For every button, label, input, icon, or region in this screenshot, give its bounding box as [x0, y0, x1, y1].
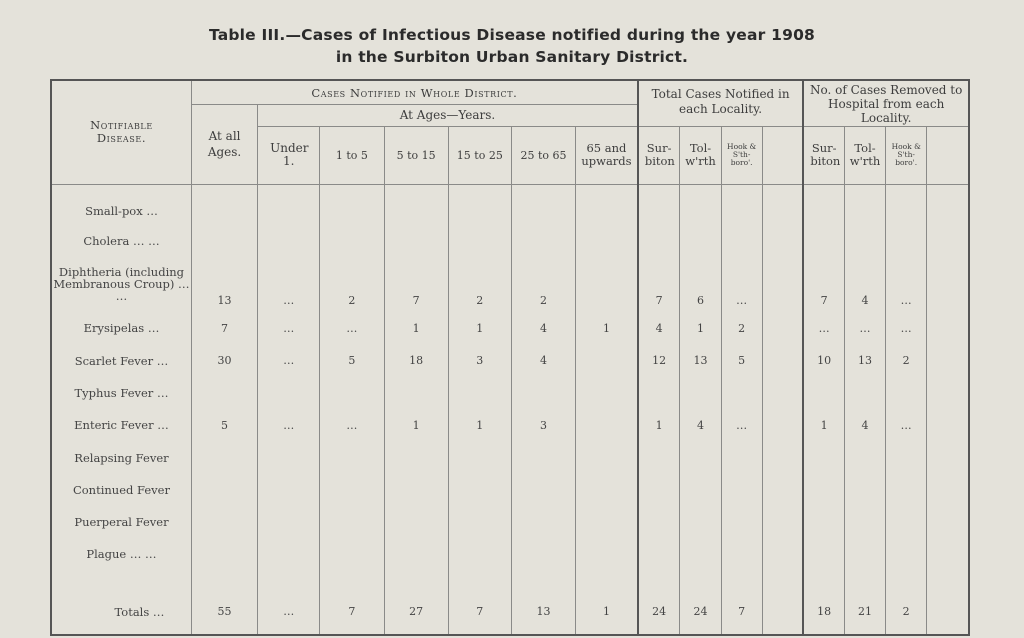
- value-cell: 4: [638, 312, 680, 344]
- value-cell: [258, 442, 320, 474]
- table-row: [51, 196, 969, 226]
- table-row: [51, 408, 969, 442]
- header-total-tolworth: Tol-w'rth: [680, 126, 721, 184]
- totals-value-cell: 18: [803, 589, 844, 635]
- value-cell: [576, 538, 638, 569]
- value-cell: [680, 474, 721, 506]
- header-age-15-to-25: 15 to 25: [448, 126, 511, 184]
- value-cell: [638, 377, 680, 408]
- totals-value-cell: 24: [680, 589, 721, 635]
- value-cell: [803, 442, 844, 474]
- value-cell: …: [320, 312, 384, 344]
- value-cell: [511, 442, 575, 474]
- value-cell: [191, 506, 257, 538]
- value-cell: 12: [638, 344, 680, 377]
- value-cell: [576, 344, 638, 377]
- value-cell: [680, 377, 721, 408]
- value-cell: [511, 538, 575, 569]
- value-cell: [721, 474, 762, 506]
- value-cell: 13: [191, 256, 257, 312]
- value-cell: …: [803, 312, 844, 344]
- value-cell: [721, 377, 762, 408]
- header-notifiable-disease: Notifiable Disease.: [51, 80, 191, 184]
- value-cell: 4: [844, 408, 885, 442]
- disease-name-cell: Puerperal Fever: [51, 506, 191, 538]
- value-cell: [762, 538, 803, 569]
- header-total-surbiton: Sur-biton: [638, 126, 680, 184]
- value-cell: [927, 408, 969, 442]
- spacer-cell: [258, 569, 320, 589]
- value-cell: 4: [511, 312, 575, 344]
- value-cell: [762, 377, 803, 408]
- value-cell: 4: [511, 344, 575, 377]
- header-at-all-ages: At all Ages.: [191, 104, 257, 184]
- header-age-1-to-5: 1 to 5: [320, 126, 384, 184]
- table-row: [51, 506, 969, 538]
- value-cell: …: [721, 408, 762, 442]
- value-cell: [258, 506, 320, 538]
- value-cell: 13: [680, 344, 721, 377]
- disease-name-cell: Continued Fever: [51, 474, 191, 506]
- value-cell: [680, 442, 721, 474]
- spacer-cell: [886, 569, 927, 589]
- header-age-65-upwards: 65 and upwards: [576, 126, 638, 184]
- value-cell: 1: [638, 408, 680, 442]
- value-cell: [844, 442, 885, 474]
- value-cell: 13: [844, 344, 885, 377]
- value-cell: …: [258, 408, 320, 442]
- spacer-cell: [191, 569, 257, 589]
- value-cell: [638, 538, 680, 569]
- totals-value-cell: 27: [384, 589, 448, 635]
- value-cell: 2: [886, 344, 927, 377]
- value-cell: [384, 377, 448, 408]
- value-cell: [762, 474, 803, 506]
- value-cell: [803, 474, 844, 506]
- table-row: [51, 226, 969, 256]
- value-cell: [927, 506, 969, 538]
- disease-name-cell: Typhus Fever …: [51, 377, 191, 408]
- value-cell: [886, 226, 927, 256]
- value-cell: 1: [384, 408, 448, 442]
- totals-value-cell: 1: [576, 589, 638, 635]
- value-cell: [191, 442, 257, 474]
- totals-value-cell: …: [258, 589, 320, 635]
- header-removed-hook: Hook & S'th-boro'.: [886, 126, 927, 184]
- header-removed-surbiton: Sur-biton: [803, 126, 844, 184]
- value-cell: [927, 344, 969, 377]
- header-at-ages-years: At Ages—Years.: [258, 104, 638, 126]
- value-cell: 5: [191, 408, 257, 442]
- spacer-cell: [576, 569, 638, 589]
- table-row: [51, 344, 969, 377]
- totals-value-cell: 55: [191, 589, 257, 635]
- value-cell: [762, 312, 803, 344]
- value-cell: 7: [384, 256, 448, 312]
- value-cell: [576, 506, 638, 538]
- value-cell: [927, 442, 969, 474]
- value-cell: [803, 226, 844, 256]
- value-cell: [886, 506, 927, 538]
- table-body: [51, 184, 969, 635]
- value-cell: [680, 196, 721, 226]
- header-age-25-to-65: 25 to 65: [511, 126, 575, 184]
- value-cell: [320, 506, 384, 538]
- table-row: [51, 538, 969, 569]
- value-cell: [762, 256, 803, 312]
- value-cell: [258, 226, 320, 256]
- disease-name-cell: Erysipelas …: [51, 312, 191, 344]
- value-cell: 18: [384, 344, 448, 377]
- value-cell: [576, 408, 638, 442]
- value-cell: [680, 226, 721, 256]
- value-cell: 2: [721, 312, 762, 344]
- value-cell: [638, 474, 680, 506]
- value-cell: …: [886, 312, 927, 344]
- value-cell: …: [258, 256, 320, 312]
- table-row: [51, 312, 969, 344]
- spacer-row: [51, 569, 969, 589]
- value-cell: [638, 506, 680, 538]
- value-cell: 4: [844, 256, 885, 312]
- value-cell: [844, 196, 885, 226]
- value-cell: [320, 226, 384, 256]
- header-age-5-to-15: 5 to 15: [384, 126, 448, 184]
- value-cell: [384, 226, 448, 256]
- header-total-blank: [762, 126, 803, 184]
- totals-value-cell: 7: [721, 589, 762, 635]
- value-cell: [191, 226, 257, 256]
- value-cell: [803, 377, 844, 408]
- title-line-2: in the Surbiton Urban Sanitary District.: [335, 48, 689, 66]
- disease-name-cell: Plague … …: [51, 538, 191, 569]
- value-cell: 4: [680, 408, 721, 442]
- disease-name-cell: Scarlet Fever …: [51, 344, 191, 377]
- title-line-1: Table III.—Cases of Infectious Disease notified during the year 1908: [208, 26, 816, 44]
- disease-name-cell: Diphtheria (including Membranous Croup) … …: [51, 256, 191, 312]
- value-cell: 2: [511, 256, 575, 312]
- value-cell: [721, 226, 762, 256]
- value-cell: [721, 442, 762, 474]
- value-cell: [191, 474, 257, 506]
- spacer-cell: [51, 184, 191, 196]
- table-title: [0, 24, 1024, 68]
- value-cell: …: [844, 312, 885, 344]
- value-cell: [191, 196, 257, 226]
- value-cell: [576, 196, 638, 226]
- value-cell: 2: [320, 256, 384, 312]
- spacer-cell: [511, 569, 575, 589]
- totals-value-cell: [927, 589, 969, 635]
- disease-name-cell: Enteric Fever …: [51, 408, 191, 442]
- value-cell: [511, 506, 575, 538]
- value-cell: [803, 506, 844, 538]
- spacer-cell: [680, 569, 721, 589]
- spacer-cell: [638, 569, 680, 589]
- spacer-cell: [803, 569, 844, 589]
- value-cell: 7: [803, 256, 844, 312]
- value-cell: 1: [384, 312, 448, 344]
- value-cell: 1: [448, 312, 511, 344]
- totals-value-cell: 7: [320, 589, 384, 635]
- value-cell: [576, 474, 638, 506]
- value-cell: [927, 226, 969, 256]
- value-cell: [638, 196, 680, 226]
- value-cell: 1: [448, 408, 511, 442]
- value-cell: [258, 538, 320, 569]
- value-cell: [511, 196, 575, 226]
- spacer-cell: [384, 569, 448, 589]
- value-cell: [844, 538, 885, 569]
- value-cell: 1: [803, 408, 844, 442]
- value-cell: 10: [803, 344, 844, 377]
- value-cell: [762, 196, 803, 226]
- value-cell: …: [721, 256, 762, 312]
- value-cell: [762, 442, 803, 474]
- value-cell: …: [886, 256, 927, 312]
- spacer-cell: [320, 569, 384, 589]
- value-cell: [448, 442, 511, 474]
- totals-value-cell: [762, 589, 803, 635]
- value-cell: [886, 377, 927, 408]
- value-cell: [638, 442, 680, 474]
- value-cell: [886, 538, 927, 569]
- value-cell: 2: [448, 256, 511, 312]
- totals-value-cell: 13: [511, 589, 575, 635]
- header-age-under-1: Under 1.: [258, 126, 320, 184]
- value-cell: …: [258, 312, 320, 344]
- table-row: [51, 256, 969, 312]
- value-cell: [844, 377, 885, 408]
- value-cell: 30: [191, 344, 257, 377]
- value-cell: [680, 538, 721, 569]
- value-cell: [844, 474, 885, 506]
- infectious-disease-table: [50, 79, 970, 636]
- value-cell: 3: [448, 344, 511, 377]
- value-cell: 3: [511, 408, 575, 442]
- value-cell: [191, 538, 257, 569]
- value-cell: [320, 474, 384, 506]
- value-cell: [320, 377, 384, 408]
- totals-label: Totals …: [51, 589, 191, 635]
- disease-name-cell: Cholera … …: [51, 226, 191, 256]
- value-cell: [886, 474, 927, 506]
- value-cell: [384, 506, 448, 538]
- value-cell: [638, 226, 680, 256]
- value-cell: …: [886, 408, 927, 442]
- value-cell: [844, 226, 885, 256]
- spacer-cell: [51, 569, 191, 589]
- value-cell: [448, 506, 511, 538]
- value-cell: [384, 538, 448, 569]
- value-cell: 1: [680, 312, 721, 344]
- value-cell: [511, 474, 575, 506]
- value-cell: [384, 474, 448, 506]
- value-cell: [258, 196, 320, 226]
- spacer-cell: [762, 569, 803, 589]
- spacer-cell: [927, 569, 969, 589]
- value-cell: 7: [191, 312, 257, 344]
- value-cell: …: [258, 344, 320, 377]
- value-cell: [448, 226, 511, 256]
- value-cell: [576, 442, 638, 474]
- value-cell: [191, 377, 257, 408]
- value-cell: [886, 196, 927, 226]
- value-cell: [927, 312, 969, 344]
- value-cell: [576, 226, 638, 256]
- value-cell: [803, 538, 844, 569]
- value-cell: [511, 226, 575, 256]
- value-cell: [927, 256, 969, 312]
- header-removed-hospital: No. of Cases Removed to Hospital from each Locality.: [803, 80, 969, 126]
- value-cell: [448, 196, 511, 226]
- value-cell: [320, 442, 384, 474]
- header-total-locality: Total Cases Notified in each Locality.: [638, 80, 804, 126]
- value-cell: [762, 226, 803, 256]
- spacer-cell: [844, 569, 885, 589]
- value-cell: [844, 506, 885, 538]
- value-cell: [576, 377, 638, 408]
- header-total-hook: Hook & S'th-boro'.: [721, 126, 762, 184]
- value-cell: [762, 506, 803, 538]
- value-cell: [258, 377, 320, 408]
- value-cell: [320, 538, 384, 569]
- value-cell: [927, 196, 969, 226]
- value-cell: [448, 474, 511, 506]
- value-cell: [576, 256, 638, 312]
- value-cell: [721, 506, 762, 538]
- value-cell: 5: [320, 344, 384, 377]
- value-cell: [803, 196, 844, 226]
- value-cell: [320, 196, 384, 226]
- disease-name-cell: Small-pox …: [51, 196, 191, 226]
- value-cell: [384, 196, 448, 226]
- value-cell: [384, 442, 448, 474]
- value-cell: 7: [638, 256, 680, 312]
- value-cell: [448, 538, 511, 569]
- value-cell: [886, 442, 927, 474]
- totals-value-cell: 21: [844, 589, 885, 635]
- table-row: [51, 442, 969, 474]
- header-removed-blank: [927, 126, 969, 184]
- totals-row: [51, 589, 969, 635]
- value-cell: [511, 377, 575, 408]
- totals-value-cell: 7: [448, 589, 511, 635]
- value-cell: 5: [721, 344, 762, 377]
- header-removed-tolworth: Tol-w'rth: [844, 126, 885, 184]
- value-cell: [721, 196, 762, 226]
- value-cell: [927, 474, 969, 506]
- table-row: [51, 377, 969, 408]
- value-cell: [680, 506, 721, 538]
- value-cell: 6: [680, 256, 721, 312]
- spacer-cell: [448, 569, 511, 589]
- value-cell: [762, 408, 803, 442]
- totals-value-cell: 24: [638, 589, 680, 635]
- value-cell: [762, 344, 803, 377]
- value-cell: [258, 474, 320, 506]
- value-cell: 1: [576, 312, 638, 344]
- value-cell: [721, 538, 762, 569]
- table-row: [51, 474, 969, 506]
- spacer-cell: [721, 569, 762, 589]
- totals-value-cell: 2: [886, 589, 927, 635]
- value-cell: …: [320, 408, 384, 442]
- value-cell: [448, 377, 511, 408]
- header-whole-district: Cases Notified in Whole District.: [191, 80, 637, 104]
- value-cell: [927, 377, 969, 408]
- value-cell: [927, 538, 969, 569]
- disease-name-cell: Relapsing Fever: [51, 442, 191, 474]
